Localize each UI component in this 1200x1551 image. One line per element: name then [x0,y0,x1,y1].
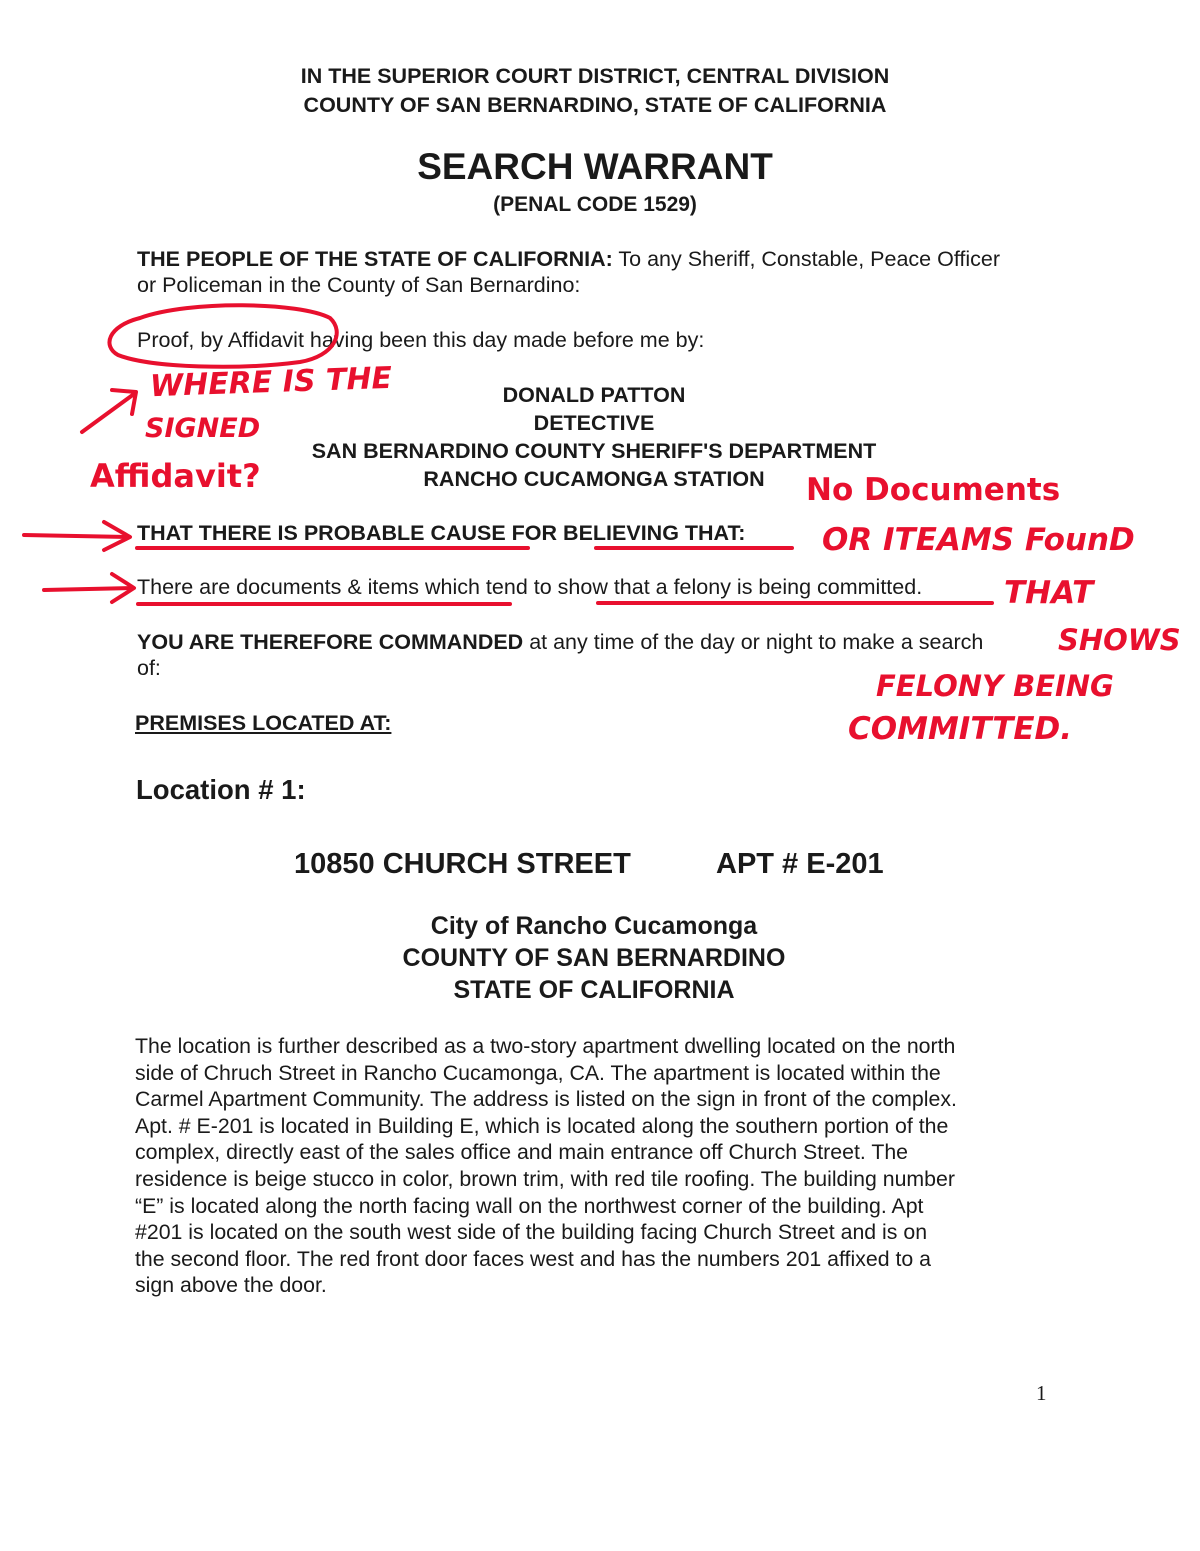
description-line: sign above the door. [135,1273,327,1298]
description-line: the second floor. The red front door faces west and has the numbers 201 affixed to a [135,1246,931,1271]
annotation-signed: SIGNED [145,413,261,444]
city-name: City of Rancho Cucamonga [430,912,758,940]
affiant-name: DONALD PATTON [502,383,686,407]
description-line: side of Chruch Street in Rancho Cucamonga, CA. The apartment is located within the [135,1060,941,1085]
annotation-that: THAT [1004,575,1094,611]
commanded-text: at any time of the day or night to make a search [523,630,984,654]
affiant-station: RANCHO CUCAMONGA STATION [423,467,765,491]
premises-heading: PREMISES LOCATED AT: [135,711,392,735]
description-line: Carmel Apartment Community. The address is listed on the sign in front of the complex. [135,1087,957,1112]
annotation-or-items-found: OR ITEAMS FounD [822,522,1135,558]
location-label: Location # 1: [136,774,306,805]
address-street: 10850 CHURCH STREET [294,848,631,880]
affidavit-circle [109,305,336,366]
annotation-no-documents: No Documents [806,472,1061,508]
people-address-line2: or Policeman in the County of San Bernardino: [137,273,581,297]
description-line: residence is beige stucco in color, brown trim, with red tile roofing. The building number [135,1166,955,1191]
affiant-title: DETECTIVE [533,411,655,435]
documents-tend-to: tend to [479,575,558,599]
probable-cause-arrow-icon [24,535,128,537]
annotation-where-is: WHERE IS THE [149,360,393,405]
annotation-committed: COMMITTED. [848,711,1073,747]
annotation-shows: SHOWS [1058,623,1181,657]
state-name: STATE OF CALIFORNIA [453,976,735,1004]
documents-arrow-icon [44,588,132,590]
documents-period: . [916,575,923,599]
document-subtitle: (PENAL CODE 1529) [493,193,697,216]
county-name: COUNTY OF SAN BERNARDINO [402,944,786,972]
description-line: Apt. # E-201 is located in Building E, which is located along the southern portion of the [135,1113,949,1138]
affidavit-arrow-icon [82,394,134,432]
court-line-1: IN THE SUPERIOR COURT DISTRICT, CENTRAL DIVISION [300,64,890,88]
probable-cause-colon: : [738,521,746,545]
description-line: The location is further described as a two-story apartment dwelling located on the north [135,1034,956,1058]
annotation-affidavit: Affidavit? [90,457,261,495]
probable-cause-text: THAT THERE IS PROBABLE CAUSE [137,521,506,545]
proof-circled-text: Proof, by Affidavit [137,328,304,352]
people-heading: THE PEOPLE OF THE STATE OF CALIFORNIA: [137,247,613,271]
description-line: complex, directly east of the sales office and main entrance off Church Street. The [135,1140,909,1165]
court-line-2: COUNTY OF SAN BERNARDINO, STATE OF CALIFORNIA [303,93,887,117]
commanded-line2: of: [137,656,161,680]
annotation-felony-being: FELONY BEING [876,669,1114,703]
address-apartment: APT # E-201 [716,848,884,880]
page-number: 1 [1036,1381,1047,1405]
document-title: SEARCH WARRANT [417,146,773,187]
believing-that-text: BELIEVING THAT [563,521,739,545]
proof-rest-text: having been this day made before me by: [303,328,705,352]
description-line: “E” is located along the north facing wall on the northwest corner of the building. Apt [135,1193,924,1218]
probable-cause-for: FOR [505,521,564,545]
felony-committed-text: show that a felony is being committed [557,575,917,599]
description-line: #201 is located on the south west side of the building facing Church Street and is on [135,1220,928,1245]
documents-items-text: There are documents & items which [137,575,480,599]
people-address-text: To any Sheriff, Constable, Peace Officer [612,247,1001,271]
commanded-heading: YOU ARE THEREFORE COMMANDED [137,630,524,654]
affiant-department: SAN BERNARDINO COUNTY SHERIFF'S DEPARTMENT [311,439,877,463]
